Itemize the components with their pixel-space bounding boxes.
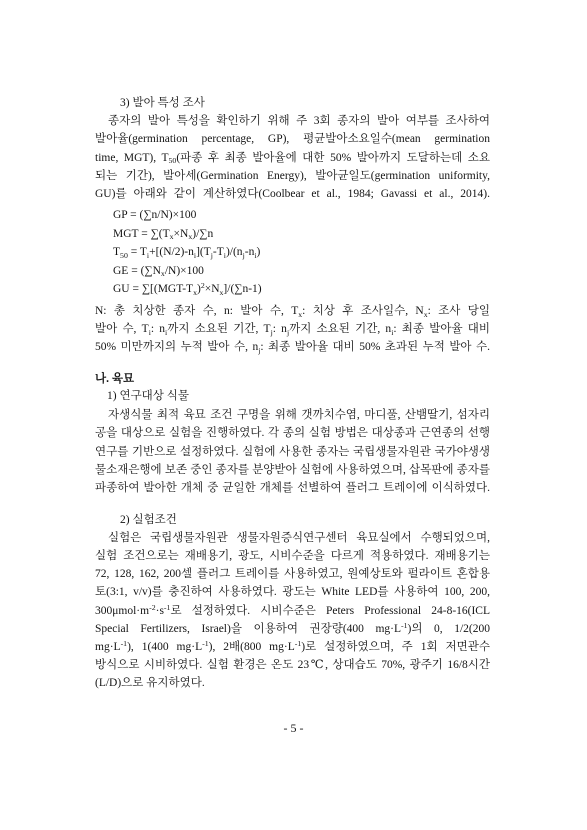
text-run: MGT = ∑(T — [113, 227, 170, 240]
subscript: x — [160, 269, 165, 278]
subsection-heading-conditions: 2) 실험조건 — [120, 514, 177, 526]
subscript: x — [298, 309, 303, 319]
text-run: ), 2배(800 mg·L — [208, 640, 295, 653]
text-run: (파종 후 최종 발아율에 대한 50% 발아까지 도달하는데 소요 — [176, 151, 490, 164]
paragraph-line — [95, 149, 490, 167]
paragraph-line: 발아율(germination percentage, GP), 평균발아소요일수(mean germination — [95, 133, 490, 146]
text-run: = T — [127, 246, 147, 258]
text-run: ·s — [155, 604, 164, 617]
text-run: : 치상 후 조사일수, N — [302, 305, 424, 317]
superscript: 2 — [200, 281, 205, 291]
text-run: : n — [272, 323, 287, 335]
text-run: GE = (∑N — [113, 264, 161, 277]
subsection-heading-germination: 3) 발아 특성 조사 — [120, 97, 205, 109]
paragraph-line — [95, 620, 490, 638]
text-run: ×N — [204, 283, 220, 295]
text-run: )/∑n — [192, 227, 214, 240]
text-run: 까지 소요된 기간, T — [167, 323, 271, 335]
subscript: x — [423, 309, 428, 319]
formula — [113, 262, 443, 281]
text-run: : 최종 발아율 대비 — [393, 323, 491, 335]
superscript: -2 — [149, 602, 156, 612]
conditions-paragraph — [95, 529, 490, 692]
paragraph-line: 72, 128, 162, 200셀 플러그 트레이를 사용하였고, 원예상토와 펄라이트 혼합용 — [95, 568, 490, 581]
paragraph-line: 연구를 기반으로 설정하였다. 실험에 사용한 종자는 국립생물자원관 국가야생생 — [95, 445, 490, 458]
germination-paragraph — [95, 112, 490, 203]
subscript: x — [188, 232, 193, 241]
subscript: 50 — [168, 156, 177, 165]
text-run: -n — [244, 246, 255, 258]
formula-list — [113, 206, 443, 299]
text-run: 300μmol·m — [95, 604, 150, 617]
subsection-heading-plants: 1) 연구대상 식물 — [107, 390, 189, 402]
text-run: ) — [256, 246, 261, 258]
paragraph-line: 자생식물 최적 육묘 조건 구명을 위해 갯까치수염, 마디풀, 산뱀딸기, 섬자리 — [108, 409, 490, 421]
text-run: Special Fertilizers, Israel)을 이용하여 권장량(400 mg·L — [95, 622, 402, 635]
text-run: /N)×100 — [164, 264, 204, 277]
subscript: i — [193, 250, 197, 260]
text-run: 발아 수, T — [95, 323, 149, 335]
subscript: x — [219, 287, 224, 297]
paragraph-line: 공을 대상으로 실험을 진행하였다. 각 종의 실험 방법은 대상종과 근연종의 선행 — [95, 427, 490, 440]
subscript: j — [210, 250, 213, 260]
plants-paragraph — [95, 406, 490, 497]
superscript: -1 — [294, 639, 302, 649]
page-number: - 5 - — [283, 721, 304, 735]
subscript: 50 — [120, 250, 128, 260]
text-run: ) — [196, 283, 201, 295]
text-run: T — [113, 246, 121, 258]
text-run: time, MGT), T — [95, 151, 169, 164]
text-run: : 최종 발아율 대비 50% 초과된 누적 발아 수. — [260, 341, 490, 353]
subscript: j — [286, 327, 290, 337]
paragraph-line: GU)를 아래와 같이 계산하였다(Coolbear et al., 1984; Gavassi et al., 2014). — [95, 188, 490, 200]
subscript: i — [391, 327, 394, 337]
paragraph-line: 토(3:1, v/v)를 충진하여 사용하였다. 광도는 White LED를 사용하여 100, 200, — [95, 586, 490, 599]
paragraph-line: 되는 기간), 발아세(Germination Energy), 발아균일도(germination uniformity, — [95, 169, 490, 182]
formula-legend — [95, 302, 490, 356]
paragraph-line: 종자의 발아 특성을 확인하기 위해 주 3회 종자의 발아 여부를 조사하여 — [108, 115, 490, 127]
legend-line — [95, 338, 490, 356]
text-run: : 조사 당일 — [427, 305, 490, 317]
superscript: -1 — [202, 639, 209, 649]
text-run: 로 설정하였다. 시비수준은 Peters Professional 24-8-16(ICL — [170, 604, 490, 617]
subscript: i — [223, 250, 226, 260]
legend-line — [95, 302, 490, 320]
subscript: i — [146, 250, 150, 260]
superscript: -1 — [163, 602, 171, 612]
subscript: x — [169, 232, 174, 241]
text-run: 50% 미만까지의 누적 발아 수, n — [95, 341, 259, 353]
text-run: mg·L — [95, 640, 121, 653]
superscript: -1 — [120, 639, 128, 649]
paragraph-line — [95, 602, 490, 620]
subscript: i — [148, 327, 151, 337]
subscript: j — [270, 327, 273, 337]
subscript: x — [193, 287, 197, 297]
text-run: ](T — [196, 246, 211, 258]
subscript: i — [165, 327, 168, 337]
paragraph-line: 파종하여 발아한 개체 중 균일한 개체를 선별하여 플러그 트레이에 이식하였다. — [95, 482, 490, 494]
text-run: -T — [212, 246, 224, 258]
formula — [113, 225, 443, 244]
paragraph-line — [95, 638, 490, 656]
text-run: N: 총 치상한 종자 수, n: 발아 수, T — [95, 305, 299, 317]
text-run: ]/(∑n-1) — [223, 283, 262, 295]
text-run: ×N — [173, 227, 189, 240]
text-run: )로 설정하였으며, 주 1회 저면관수 — [301, 640, 490, 653]
text-run: GU = ∑[(MGT-T — [113, 283, 194, 295]
subscript: j — [258, 345, 261, 355]
paragraph-line: 실험 조건으로는 재배용기, 광도, 시비수준을 다르게 적용하였다. 재배용기는 — [95, 550, 490, 563]
superscript: -1 — [401, 621, 408, 631]
text-run: +[(N/2)-n — [149, 246, 194, 258]
paragraph-line: 실험은 국립생물자원관 생물자원증식연구센터 육묘실에서 수행되었으며, — [108, 532, 490, 544]
section-heading-seedling: 나. 육묘 — [95, 373, 135, 385]
legend-line — [95, 320, 490, 338]
paragraph-line: 물소재은행에 보존 중인 종자를 분양받아 실험에 사용하였으며, 삽목판에 종자를 — [95, 463, 490, 476]
subscript: j — [242, 250, 245, 260]
subscript: i — [254, 250, 257, 260]
text-run: ), 1(400 mg·L — [127, 640, 203, 653]
text-run: : n — [150, 323, 166, 335]
formula — [113, 243, 443, 262]
text-run: )의 0, 1/2(200 — [407, 622, 491, 635]
paragraph-line: 방식으로 시비하였다. 실험 환경은 온도 23℃, 상대습도 70%, 광주기 16/8시간 — [95, 659, 490, 672]
text-run: 까지 소요된 기간, n — [289, 323, 392, 335]
text-run: )/(n — [225, 246, 243, 258]
paragraph-line: (L/D)으로 유지하였다. — [95, 677, 205, 690]
formula: GP = (∑n/N)×100 — [113, 209, 197, 221]
formula — [113, 280, 443, 299]
